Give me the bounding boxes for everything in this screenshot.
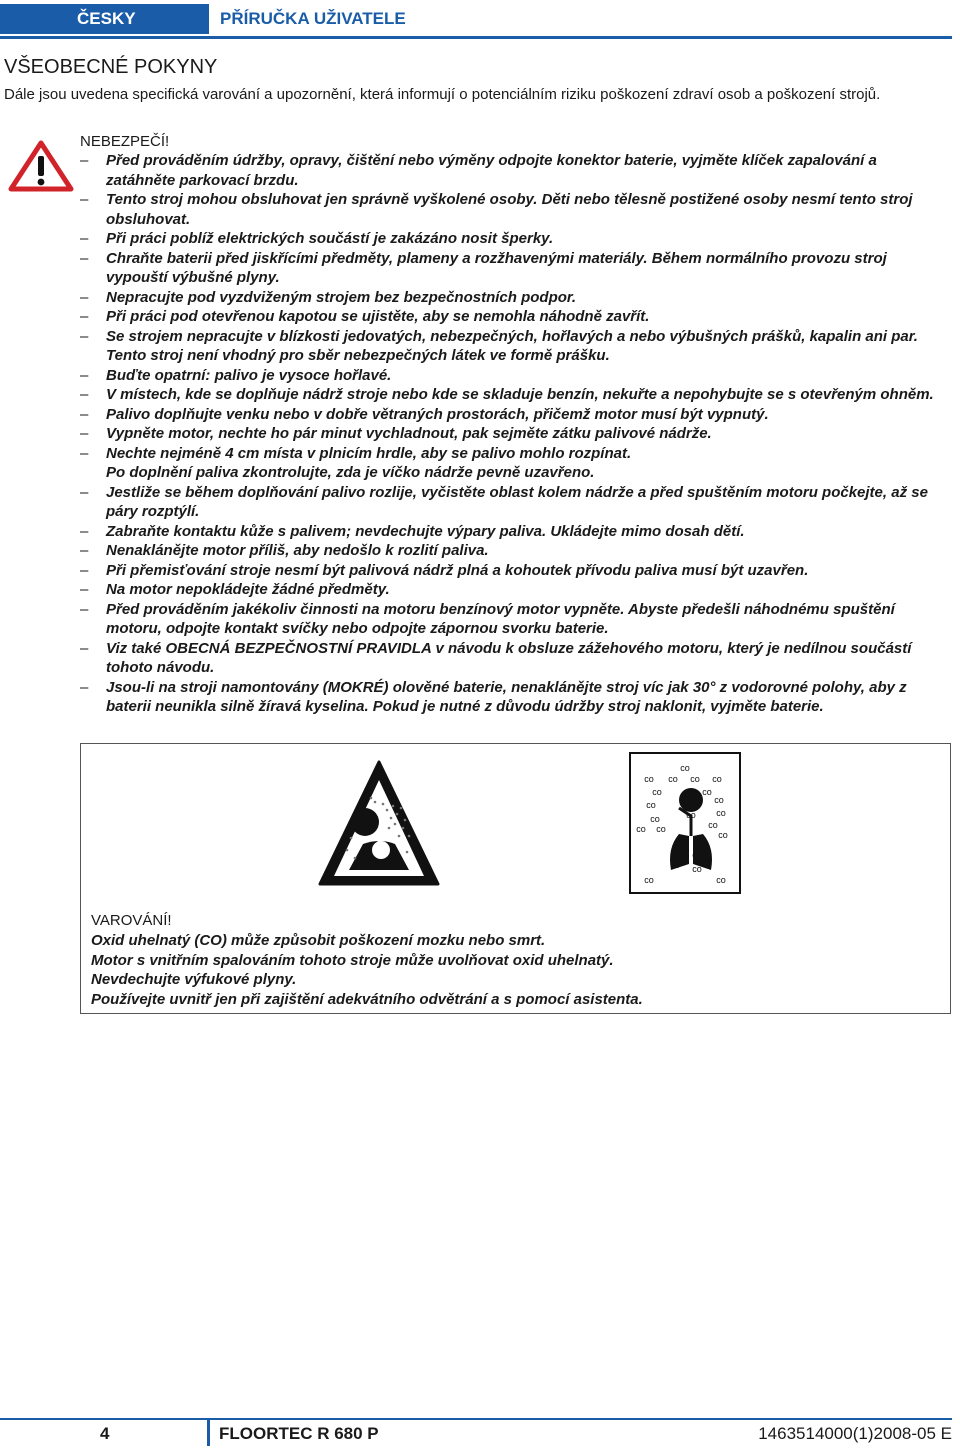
list-item: – Nechte nejméně 4 cm místa v plnicím hrdle, aby se palivo mohlo rozpínat. Po doplnění paliva zkontrolujte, zda je víčko nádrže pevně uzavřeno. bbox=[80, 444, 950, 483]
list-item-text: Nepracujte pod vyzdviženým strojem bez bezpečnostních podpor. bbox=[106, 288, 577, 306]
co-warning-line: Oxid uhelnatý (CO) může způsobit poškození mozku nebo smrt. bbox=[91, 932, 546, 949]
list-item: – Jestliže se během doplňování palivo rozlije, vyčistěte oblast kolem nádrže a před spuštěním motoru počkejte, až se páry rozptýlí. bbox=[80, 483, 950, 522]
co-warning-line: Nevdechujte výfukové plyny. bbox=[91, 971, 297, 988]
list-item-text: Viz také OBECNÁ BEZPEČNOSTNÍ PRAVIDLA v návodu k obsluze zážehového motoru, který je nedílnou součástí tohoto návodu. bbox=[106, 639, 912, 676]
list-item: – Viz také OBECNÁ BEZPEČNOSTNÍ PRAVIDLA v návodu k obsluze zážehového motoru, který je nedílnou součástí tohoto návodu. bbox=[80, 639, 950, 678]
list-item-text: Před prováděním údržby, opravy, čištění nebo výměny odpojte konektor baterie, vyjměte klíček zapalování a zatáhněte parkovací brzdu. bbox=[106, 152, 877, 189]
list-item: – V místech, kde se doplňuje nádrž stroje nebo kde se skladuje benzín, nekuřte a nepohybujte se s otevřeným ohněm. bbox=[80, 385, 950, 405]
list-item-text: Vypněte motor, nechte ho pár minut vychladnout, pak sejměte zátku palivové nádrže. bbox=[106, 425, 712, 442]
danger-title: NEBEZPEČÍ! bbox=[80, 133, 170, 150]
list-item: – Při práci pod otevřenou kapotou se ujistěte, aby se nemohla náhodně zavřít. bbox=[80, 307, 950, 327]
document-code: 1463514000(1)2008-05 E bbox=[758, 1424, 952, 1443]
co-warning-line: Motor s vnitřním spalováním tohoto stroje může uvolňovat oxid uhelnatý. bbox=[91, 951, 614, 969]
list-item-text: Nechte nejméně 4 cm místa v plnicím hrdle, aby se palivo mohlo rozpínat. Po doplnění paliva zkontrolujte, zda je víčko nádrže pevně uzavřeno. bbox=[106, 444, 632, 481]
list-item-text: Při práci poblíž elektrických součástí je zakázáno nosit šperky. bbox=[106, 230, 554, 247]
list-item-text: Na motor nepokládejte žádné předměty. bbox=[106, 581, 390, 598]
list-item: – Chraňte baterii před jiskřícími předměty, plameny a rozžhavenými materiály. Během normálního provozu stroj vypouští výbušné plyny. bbox=[80, 249, 950, 288]
list-item: – Nenaklánějte motor příliš, aby nedošlo k rozlití paliva. bbox=[80, 541, 950, 561]
co-inhalation-diagram-icon bbox=[629, 752, 741, 894]
toxic-fumes-warning-icon bbox=[317, 758, 441, 888]
list-item-text: Tento stroj mohou obsluhovat jen správně vyškolené osoby. Děti nebo tělesně postižené osoby nesmí tento stroj obsluhovat. bbox=[106, 191, 913, 228]
co-label: co bbox=[690, 774, 700, 784]
co-label: co bbox=[716, 808, 726, 818]
list-item-text: Nenaklánějte motor příliš, aby nedošlo k rozlití paliva. bbox=[106, 542, 489, 559]
co-label: co bbox=[708, 820, 718, 830]
header-divider bbox=[0, 36, 952, 39]
list-item: – Při práci poblíž elektrických součástí je zakázáno nosit šperky. bbox=[80, 229, 950, 249]
co-warning-text bbox=[91, 931, 941, 1009]
page-number: 4 bbox=[100, 1424, 110, 1443]
co-label: co bbox=[650, 814, 660, 824]
co-label: co bbox=[676, 846, 686, 856]
list-item: – Palivo doplňujte venku nebo v dobře větraných prostorách, přičemž motor musí být vypnutý. bbox=[80, 405, 950, 425]
list-item-text: Jestliže se během doplňování palivo rozlije, vyčistěte oblast kolem nádrže a před spuštěním motoru počkejte, až se páry rozptýlí. bbox=[106, 483, 928, 520]
product-name: FLOORTEC R 680 P bbox=[219, 1424, 379, 1443]
list-item: – Nepracujte pod vyzdviženým strojem bez bezpečnostních podpor. bbox=[80, 288, 950, 308]
co-label: co bbox=[714, 795, 724, 805]
danger-list bbox=[80, 151, 950, 717]
list-item: – Před prováděním údržby, opravy, čištění nebo výměny odpojte konektor baterie, vyjměte klíček zapalování a zatáhněte parkovací brzdu. bbox=[80, 151, 950, 190]
co-label: co bbox=[702, 787, 712, 797]
list-item: – Se strojem nepracujte v blízkosti jedovatých, nebezpečných, hořlavých a nebo výbušných prášků, kapalin ani par. Tento stroj není vhodný pro sběr nebezpečných látek ve formě prášku. bbox=[80, 327, 950, 366]
list-item-text: Jsou-li na stroji namontovány (MOKRÉ) olověné baterie, nenaklánějte stroj víc jak 30° z vodorovné polohy, aby z baterii neunikla silně žíravá kyselina. Pokud je nutné z důvodu údržby stroj naklonit, vyjměte baterie. bbox=[106, 678, 907, 715]
document-title: PŘÍRUČKA UŽIVATELE bbox=[220, 9, 406, 28]
list-item-text: Chraňte baterii před jiskřícími předměty, plameny a rozžhavenými materiály. Během normálního provozu stroj vypouští výbušné plyny. bbox=[106, 249, 887, 286]
co-label: co bbox=[636, 824, 646, 834]
list-item: – Jsou-li na stroji namontovány (MOKRÉ) olověné baterie, nenaklánějte stroj víc jak 30° z vodorovné polohy, aby z baterii neunikla silně žíravá kyselina. Pokud je nutné z důvodu údržby stroj naklonit, vyjměte baterie. bbox=[80, 678, 950, 717]
co-label: co bbox=[712, 774, 722, 784]
list-item: – Zabraňte kontaktu kůže s palivem; nevdechujte výpary paliva. Ukládejte mimo dosah dětí. bbox=[80, 522, 950, 542]
list-item: – Buďte opatrní: palivo je vysoce hořlavé. bbox=[80, 366, 950, 386]
co-warning-title: VAROVÁNÍ! bbox=[91, 912, 172, 929]
footer-divider bbox=[0, 1418, 952, 1420]
list-item-text: V místech, kde se doplňuje nádrž stroje nebo kde se skladuje benzín, nekuřte a nepohybujte se s otevřeným ohněm. bbox=[106, 386, 934, 403]
list-item-text: Se strojem nepracujte v blízkosti jedovatých, nebezpečných, hořlavých a nebo výbušných prášků, kapalin ani par. Tento stroj není vhodný pro sběr nebezpečných látek ve formě prášku. bbox=[106, 327, 918, 364]
co-label: co bbox=[668, 774, 678, 784]
co-label: co bbox=[718, 830, 728, 840]
section-intro: Dále jsou uvedena specifická varování a upozornění, která informují o potenciálním riziku poškození zdraví osob a poškození strojů. bbox=[4, 86, 881, 103]
co-label: co bbox=[686, 810, 696, 820]
list-item: – Vypněte motor, nechte ho pár minut vychladnout, pak sejměte zátku palivové nádrže. bbox=[80, 424, 950, 444]
section-title: VŠEOBECNÉ POKYNY bbox=[4, 56, 218, 78]
language-tab: ČESKY bbox=[0, 4, 209, 34]
footer-separator bbox=[207, 1420, 210, 1446]
list-item: – Na motor nepokládejte žádné předměty. bbox=[80, 580, 950, 600]
co-label: co bbox=[644, 875, 654, 885]
co-label: co bbox=[716, 875, 726, 885]
co-label: co bbox=[652, 787, 662, 797]
co-label: co bbox=[692, 850, 702, 860]
co-label: co bbox=[656, 824, 666, 834]
danger-triangle-icon bbox=[8, 140, 74, 192]
list-item-text: Zabraňte kontaktu kůže s palivem; nevdechujte výpary paliva. Ukládejte mimo dosah dětí. bbox=[106, 522, 745, 540]
list-item-text: Při přemisťování stroje nesmí být palivová nádrž plná a kohoutek přívodu paliva musí být uzavřen. bbox=[106, 561, 809, 579]
co-label: co bbox=[680, 763, 690, 773]
list-item-text: Před prováděním jakékoliv činnosti na motoru benzínový motor vypněte. Abyste předešli náhodnému spuštění motoru, odpojte kontakt svíčky nebo odpojte zápornou svorku baterie. bbox=[106, 600, 895, 637]
list-item: – Tento stroj mohou obsluhovat jen správně vyškolené osoby. Děti nebo tělesně postižené osoby nesmí tento stroj obsluhovat. bbox=[80, 190, 950, 229]
co-label: co bbox=[670, 860, 680, 870]
co-label: co bbox=[644, 774, 654, 784]
list-item: – Před prováděním jakékoliv činnosti na motoru benzínový motor vypněte. Abyste předešli náhodnému spuštění motoru, odpojte kontakt svíčky nebo odpojte zápornou svorku baterie. bbox=[80, 600, 950, 639]
list-item: – Při přemisťování stroje nesmí být palivová nádrž plná a kohoutek přívodu paliva musí být uzavřen. bbox=[80, 561, 950, 581]
co-label: co bbox=[646, 800, 656, 810]
co-warning-box bbox=[80, 743, 951, 1014]
list-item-text: Buďte opatrní: palivo je vysoce hořlavé. bbox=[106, 366, 392, 384]
co-label: co bbox=[692, 864, 702, 874]
list-item-text: Palivo doplňujte venku nebo v dobře větraných prostorách, přičemž motor musí být vypnutý. bbox=[106, 405, 769, 423]
co-warning-line: Používejte uvnitř jen při zajištění adekvátního odvětrání a s pomocí asistenta. bbox=[91, 990, 643, 1008]
list-item-text: Při práci pod otevřenou kapotou se ujistěte, aby se nemohla náhodně zavřít. bbox=[106, 308, 650, 325]
